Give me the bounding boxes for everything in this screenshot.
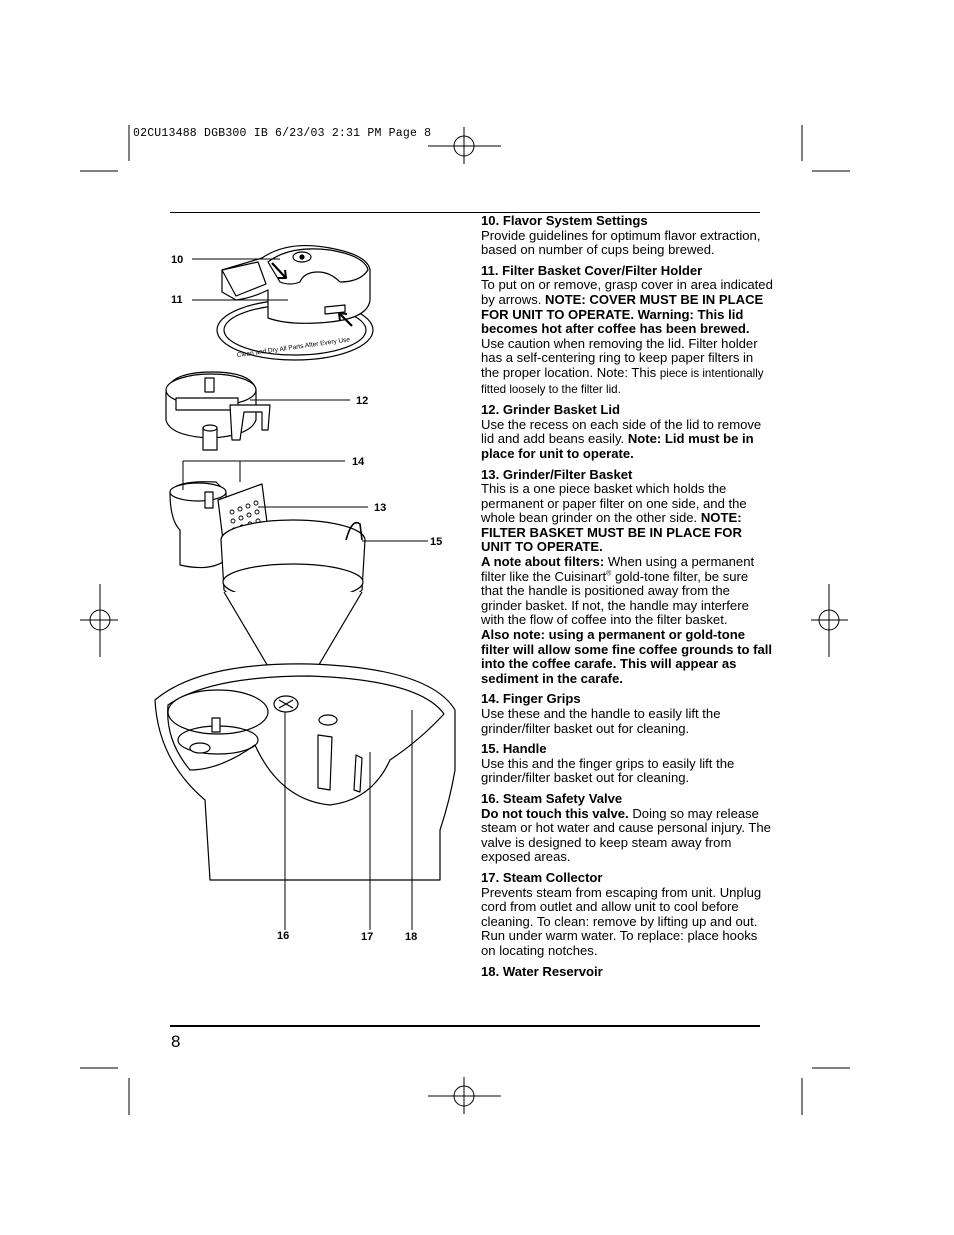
registration-mark-right [811,584,848,657]
exploded-view-illustration [150,225,460,955]
body-text: To put on or remove, grasp cover in area indicated by arrows. [481,277,773,307]
section-title: 14. Finger Grips [481,691,581,707]
section-title: 15. Handle [481,741,547,757]
body-text: gold-tone filter, be sure that the handle is positioned away from the grinder basket. If not, the handle may interfere with the flow of coffee into the filter basket. [481,568,749,628]
section-grinder-basket-lid [481,403,773,461]
filters-note-heading: A note about filters: [481,554,605,570]
section-title: 18. Water Reservoir [481,963,603,979]
section-body [481,278,773,397]
callout-14: 14 [352,456,365,468]
section-body [481,482,773,555]
callout-13: 13 [374,502,387,514]
body-text: Doing so may release steam or hot water and cause personal injury. The valve is designed to keep steam away from exposed areas. [481,805,771,865]
top-rule [170,212,760,213]
basket-note-text: NOTE: FILTER BASKET MUST BE IN PLACE FOR UNIT TO OPERATE. [481,510,742,555]
callout-18: 18 [405,931,418,943]
section-title: 10. Flavor System Settings [481,213,648,228]
page-number: 8 [171,1032,181,1051]
section-title: 16. Steam Safety Valve [481,790,623,806]
registration-mark-left [80,584,118,657]
section-title: 12. Grinder Basket Lid [481,402,620,418]
section-title: 13. Grinder/Filter Basket [481,466,633,482]
body-text: Use the recess on each side of the lid to remove lid and add beans easily. [481,416,762,447]
section-handle [481,742,773,786]
section-body [481,807,773,865]
callout-12: 12 [356,395,369,407]
section-filter-basket-cover [481,264,773,397]
printer-slug-line: 02CU13488 DGB300 IB 6/23/03 2:31 PM Page 8 [133,127,432,140]
body-text: Use caution when removing the lid. Filter holder has a self-centering ring to keep paper filters in the proper location. Note: This [481,335,758,380]
section-body: Use these and the handle to easily lift the grinder/filter basket out for cleaning. [481,706,721,736]
callout-15: 15 [430,536,443,548]
registered-mark: ® [606,570,612,578]
valve-warning-text: Do not touch this valve. [481,805,629,821]
callout-16: 16 [277,930,290,942]
section-grinder-filter-basket [481,468,773,687]
body-text: When using a permanent filter like the Cuisinart [481,554,755,584]
section-body: Provide guidelines for optimum flavor extraction, based on number of cups being brewed. [481,227,761,258]
body-text: This is a one piece basket which holds the permanent or paper filter on one side, and the whole bean grinder on the other side. [481,481,747,526]
section-body [481,418,773,462]
section-body: Prevents steam from escaping from unit. Unplug cord from outlet and allow unit to cool before cleaning. To clean: remove by lifting up and out. Run under warm water. To replace: place hooks on locating notches. [481,884,762,958]
section-water-reservoir [481,965,773,980]
section-title: 11. Filter Basket Cover/Filter Holder [481,262,703,278]
lid-label: Clean and Dry All Parts After Every Use [236,336,351,360]
registration-mark-bottom [428,1077,501,1114]
parts-description-column [481,214,773,985]
registration-mark-top [428,127,501,164]
section-flavor-system-settings [481,214,773,258]
callout-17: 17 [361,931,374,943]
also-note: Also note: using a permanent or gold-tone filter will allow some fine coffee grounds to fall into the coffee carafe. This will appear as sediment in the carafe. [481,627,773,686]
filters-note [481,555,773,628]
section-body: Use this and the finger grips to easily lift the grinder/filter basket out for cleaning. [481,755,735,786]
bottom-rule [170,1025,760,1027]
lid-note-text: Note: Lid must be in place for unit to operate. [481,431,754,461]
section-steam-collector [481,871,773,959]
body-text: piece is intentionally fitted loosely to the filter lid. [481,366,764,396]
section-finger-grips [481,692,773,736]
section-steam-safety-valve [481,792,773,865]
callout-10: 10 [171,254,184,266]
section-title: 17. Steam Collector [481,869,603,885]
cover-warning-text: NOTE: COVER MUST BE IN PLACE FOR UNIT TO OPERATE. Warning: This lid becomes hot after coffee has been brewed. [481,291,764,337]
callout-11: 11 [171,294,183,306]
